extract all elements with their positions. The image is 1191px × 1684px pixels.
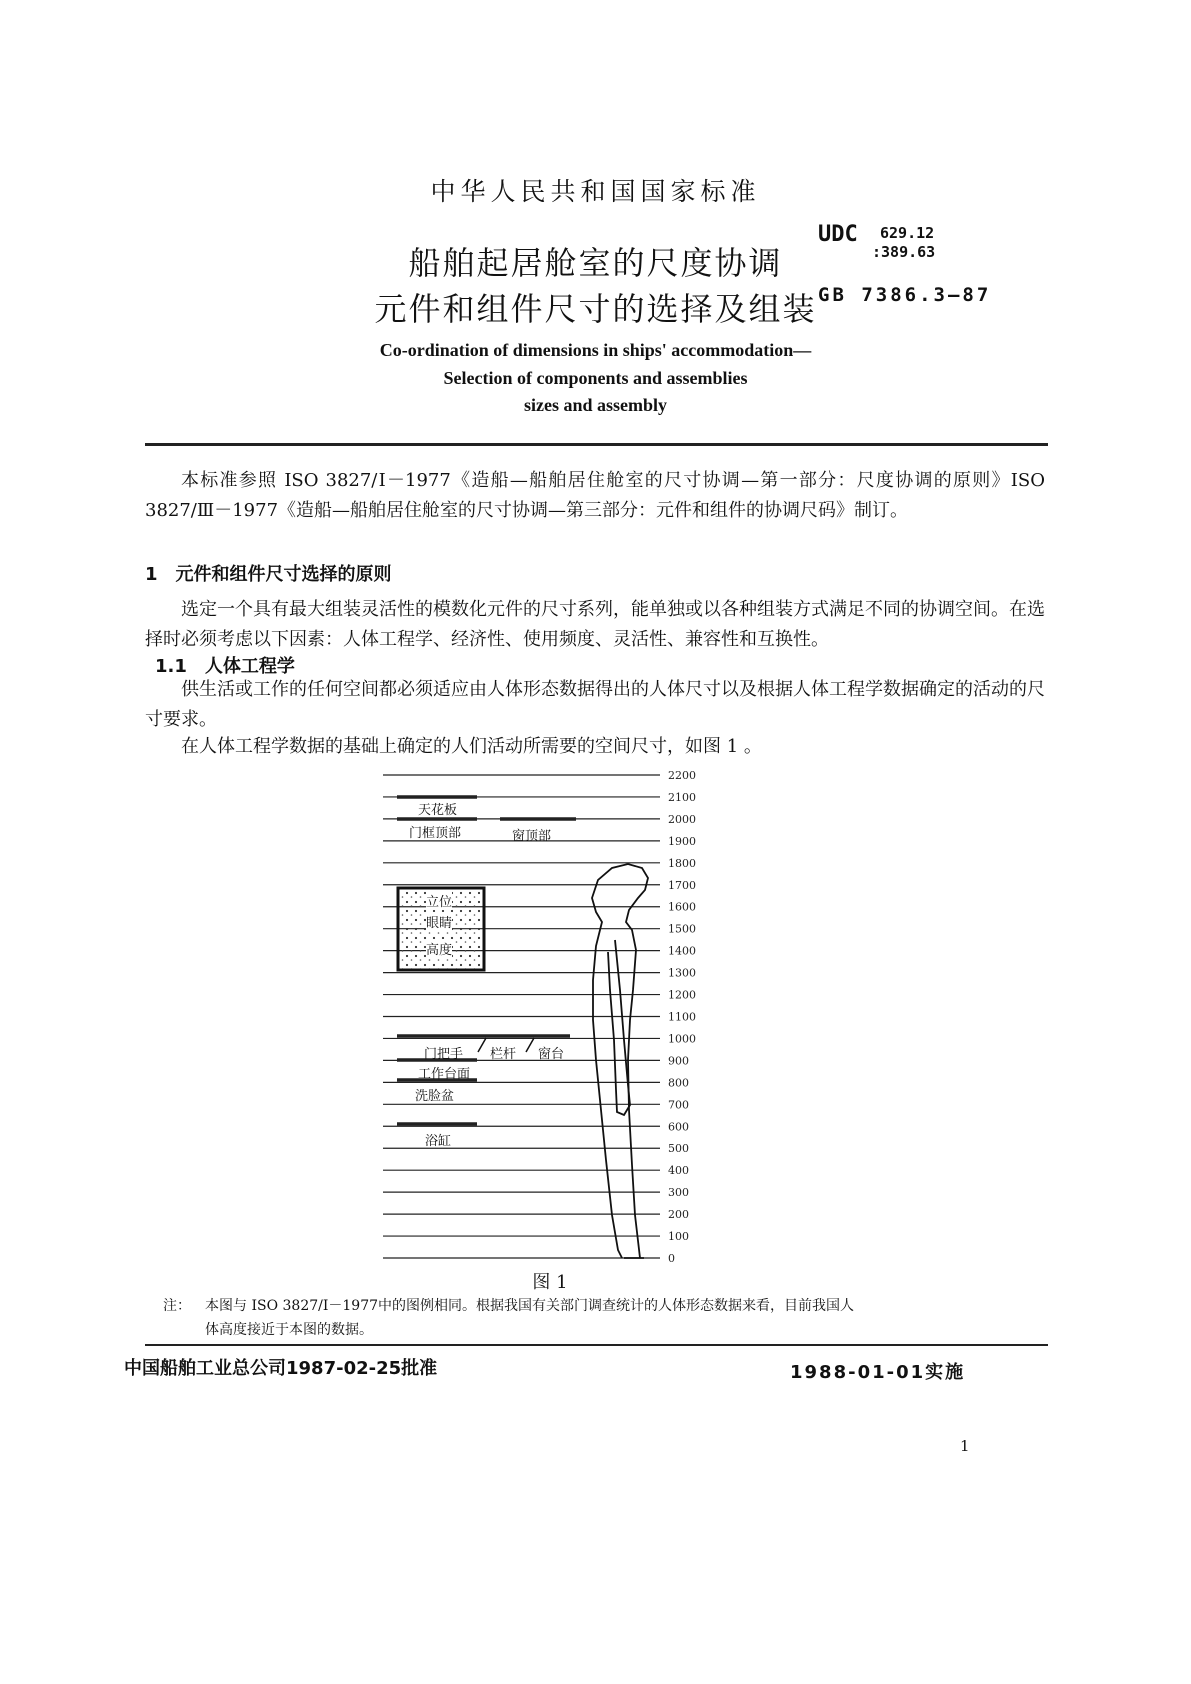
standing-eye-label-1: 立位 [426, 891, 452, 910]
scale-label: 1700 [668, 878, 696, 892]
scale-label: 300 [668, 1186, 689, 1200]
section-1-1-paragraph-2: 在人体工程学数据的基础上确定的人们活动所需要的空间尺寸，如图 1 。 [181, 736, 762, 757]
note-line-1: 本图与 ISO 3827/Ⅰ－1977中的图例相同。根据我国有关部门调查统计的人体形态数据来看，目前我国人 [205, 1298, 855, 1314]
scale-label: 1000 [668, 1032, 696, 1046]
footer-rule [145, 1344, 1048, 1346]
railing-label: 栏杆 [490, 1047, 517, 1062]
scale-label: 100 [668, 1230, 689, 1244]
scale-label: 400 [668, 1164, 689, 1178]
window-top-label: 窗顶部 [512, 829, 552, 844]
scale-label: 1100 [668, 1010, 696, 1024]
scale-label: 1900 [668, 834, 696, 848]
approval-date: 中国船舶工业总公司1987-02-25批准 [124, 1358, 438, 1379]
title-line-2: 元件和组件尺寸的选择及组装 [374, 290, 817, 328]
section-1-heading: 1 元件和组件尺寸选择的原则 [145, 564, 392, 585]
intro-paragraph: 本标准参照 ISO 3827/Ⅰ－1977《造船—船舶居住舱室的尺寸协调—第一部分：尺度协调的原则》ISO 3827/Ⅲ－1977《造船—船舶居住舱室的尺寸协调—第三部分：元件和组件的协调尺码》制订。 [145, 470, 1045, 521]
window-sill-label: 窗台 [538, 1047, 565, 1062]
english-title-line-3: sizes and assembly [523, 395, 667, 415]
scale-label: 1500 [668, 922, 696, 936]
scale-label: 0 [668, 1252, 675, 1265]
height-scale-labels [668, 769, 696, 1265]
scale-label: 1800 [668, 856, 696, 870]
worktop-label: 工作台面 [418, 1067, 471, 1082]
door-handle-label: 门把手 [424, 1047, 464, 1062]
effective-date: 1988-01-01实施 [790, 1362, 966, 1383]
scale-label: 500 [668, 1142, 689, 1156]
page-number: 1 [960, 1437, 970, 1455]
scale-label: 1200 [668, 988, 696, 1002]
scale-label: 2000 [668, 812, 696, 826]
ceiling-label: 天花板 [418, 803, 458, 818]
section-1-paragraph: 选定一个具有最大组装灵活性的模数化元件的尺寸系列，能单独或以各种组装方式满足不同的协调空间。在选择时必须考虑以下因素：人体工程学、经济性、使用频度、灵活性、兼容性和互换性。 [145, 599, 1045, 650]
udc-value-2: :389.63 [872, 243, 936, 261]
title-line-1: 船舶起居舱室的尺度协调 [408, 244, 783, 282]
figure-caption: 图 1 [532, 1272, 568, 1293]
standing-eye-label-2: 眼睛 [426, 912, 452, 931]
scale-label: 1600 [668, 900, 696, 914]
scale-label: 1400 [668, 944, 696, 958]
scale-label: 2100 [668, 790, 696, 804]
national-standard-heading: 中华人民共和国国家标准 [430, 177, 761, 206]
scale-label: 600 [668, 1120, 689, 1134]
scale-label: 1300 [668, 966, 696, 980]
bathtub-label: 浴缸 [425, 1134, 452, 1149]
washbasin-label: 洗脸盆 [415, 1089, 455, 1104]
scale-label: 700 [668, 1098, 689, 1112]
english-title-line-1: Co-ordination of dimensions in ships' accommodation— [379, 340, 812, 360]
note-line-2: 体高度接近于本图的数据。 [205, 1322, 373, 1338]
section-1-1-heading: 1.1 人体工程学 [155, 656, 295, 677]
scale-label: 800 [668, 1076, 689, 1090]
door-frame-top-label: 门框顶部 [409, 826, 462, 841]
scale-label: 200 [668, 1208, 689, 1222]
scale-label: 900 [668, 1054, 689, 1068]
note-label: 注： [163, 1298, 191, 1314]
height-scale-lines [383, 775, 660, 1258]
gb-code: GB 7386.3—87 [818, 284, 992, 306]
standing-eye-label-3: 高度 [426, 939, 452, 958]
udc-value-1: 629.12 [880, 224, 935, 242]
section-1-1-paragraph-1: 供生活或工作的任何空间都必须适应由人体形态数据得出的人体尺寸以及根据人体工程学数据确定的活动的尺寸要求。 [145, 679, 1045, 730]
english-title-line-2: Selection of components and assemblies [443, 368, 748, 388]
scale-label: 2200 [668, 769, 696, 782]
udc-label: UDC [818, 222, 858, 247]
